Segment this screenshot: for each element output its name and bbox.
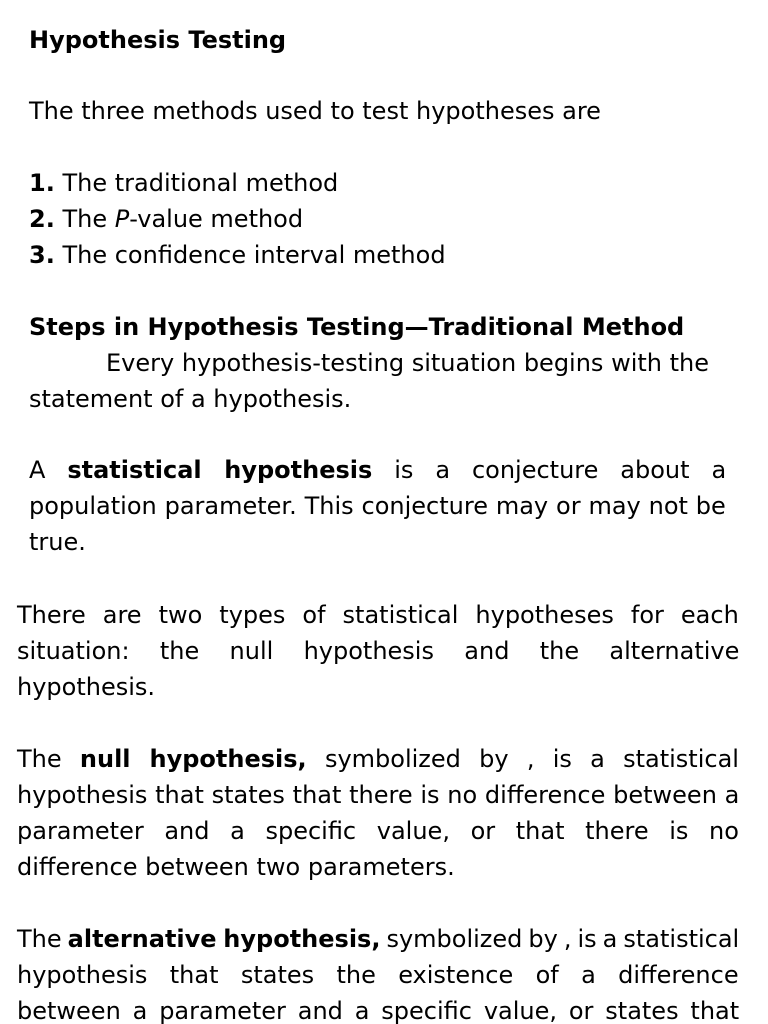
paragraph-line: population parameter. This conjecture may or may not be <box>29 492 726 520</box>
hypothesis-types-paragraph <box>17 597 739 705</box>
method-item <box>29 201 726 237</box>
steps-text-line: statement of a hypothesis. <box>29 385 352 413</box>
methods-list <box>29 165 726 273</box>
page-title <box>29 22 726 58</box>
paragraph-line: The null hypothesis, symbolized by , is a statistical <box>17 745 739 773</box>
title-text: Hypothesis Testing <box>29 26 287 54</box>
method-text-suffix: -value method <box>129 205 304 233</box>
paragraph-line: hypothesis that states the existence of a difference <box>17 961 739 989</box>
method-item <box>29 237 726 273</box>
paragraph-line: situation: the null hypothesis and the alternative <box>17 637 740 665</box>
method-number: 2. <box>29 205 55 233</box>
paragraph-line: A statistical hypothesis is a conjecture about a <box>29 456 727 484</box>
statistical-hypothesis-term: statistical hypothesis <box>67 456 373 484</box>
null-hypothesis-term: null hypothesis, <box>79 745 307 773</box>
intro-paragraph <box>29 93 726 129</box>
paragraph-line: The alternative hypothesis, symbolized by , is a statistical <box>17 925 740 953</box>
steps-section <box>29 309 726 417</box>
paragraph-line: hypothesis that states that there is no difference between a <box>17 781 740 809</box>
method-number: 1. <box>29 169 55 197</box>
paragraph-line: between a parameter and a specific value, or states that <box>17 997 740 1024</box>
alternative-hypothesis-term: alternative hypothesis, <box>67 925 381 953</box>
steps-text-line: Every hypothesis-testing situation begins with the <box>106 349 709 377</box>
steps-heading: Steps in Hypothesis Testing—Traditional Method <box>29 313 685 341</box>
method-number: 3. <box>29 241 55 269</box>
method-item <box>29 165 726 201</box>
alternative-hypothesis-paragraph <box>17 921 739 1024</box>
method-text-italic: P <box>114 205 130 233</box>
paragraph-line: true. <box>29 528 86 556</box>
paragraph-line: difference between two parameters. <box>17 853 455 881</box>
method-text: The confidence interval method <box>62 241 446 269</box>
paragraph-line: parameter and a specific value, or that there is no <box>17 817 739 845</box>
method-text: The traditional method <box>62 169 339 197</box>
method-text: The <box>62 205 115 233</box>
paragraph-line: There are two types of statistical hypotheses for each <box>17 601 739 629</box>
statistical-hypothesis-paragraph <box>29 452 726 560</box>
intro-text: The three methods used to test hypotheses are <box>29 97 601 125</box>
paragraph-line: hypothesis. <box>17 673 156 701</box>
null-hypothesis-paragraph <box>17 741 739 885</box>
